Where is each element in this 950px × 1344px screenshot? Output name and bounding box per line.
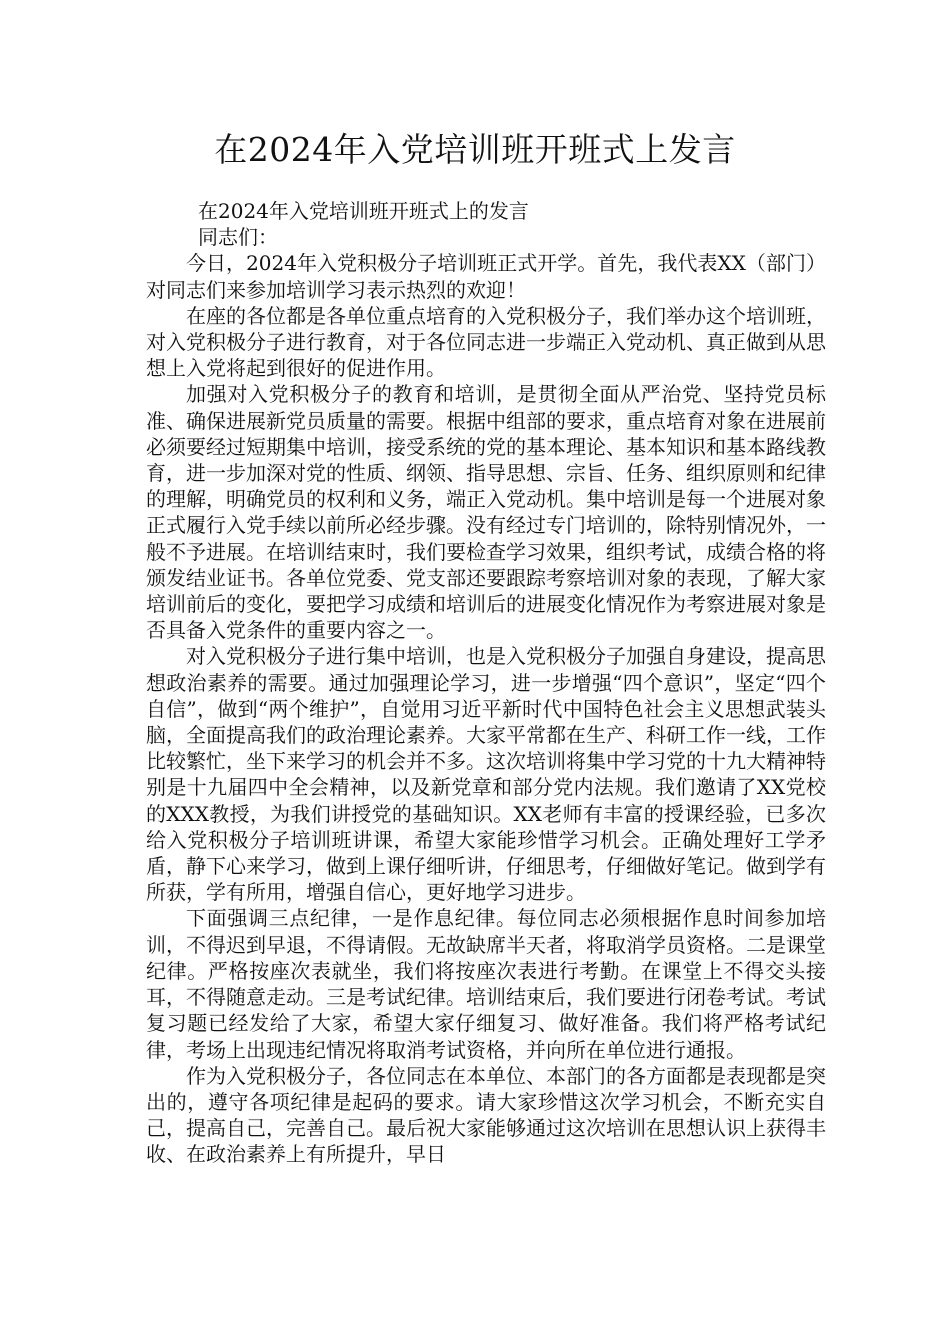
paragraph-training-requirements: 加强对入党积极分子的教育和培训，是贯彻全面从严治党、坚持党员标准、确保进展新党员质量的需要。根据中组部的要求，重点培育对象在进展前必须要经过短期集中培训，接受系统的党的基本理论、基本知识和基本路线教育，进一步加深对党的性质、纲领、指导思想、宗旨、任务、组织原则和纪律的理解，明确党员的权利和义务，端正入党动机。集中培训是每一个进展对象正式履行入党手续以前所必经步骤。没有经过专门培训的，除特别情况外，一般不予进展。在培训结束时，我们要检查学习效果，组织考试，成绩合格的将颁发结业证书。各单位党委、党支部还要跟踪考察培训对象的表现，了解大家培训前后的变化，要把学习成绩和培训后的进展变化情况作为考察进展对象是否具备入党条件的重要内容之一。 [146,382,826,643]
paragraph-welcome: 今日，2024年入党积极分子培训班正式开学。首先，我代表XX（部门）对同志们来参加培训学习表示热烈的欢迎！ [146,251,826,302]
speech-subtitle: 在2024年入党培训班开班式上的发言 [198,199,529,223]
paragraph-purpose: 在座的各位都是各单位重点培育的入党积极分子，我们举办这个培训班，对入党积极分子进行教育，对于各位同志进一步端正入党动机、真正做到从思想上入党将起到很好的促进作用。 [146,303,826,381]
document-body [146,198,826,1168]
paragraph-self-improvement: 对入党积极分子进行集中培训，也是入党积极分子加强自身建设，提高思想政治素养的需要。通过加强理论学习，进一步增强“四个意识”，坚定“四个自信”，做到“两个维护”，自觉用习近平新时代中国特色社会主义思想武装头脑，全面提高我们的政治理论素养。大家平常都在生产、科研工作一线，工作比较繁忙，坐下来学习的机会并不多。这次培训将集中学习党的十九大精神特别是十九届四中全会精神，以及新党章和部分党内法规。我们邀请了XX党校的XXX教授，为我们讲授党的基础知识。XX老师有丰富的授课经验，已多次给入党积极分子培训班讲课，希望大家能珍惜学习机会。正确处理好工学矛盾，静下心来学习，做到上课仔细听讲，仔细思考，仔细做好笔记。做到学有所获，学有所用，增强自信心，更好地学习进步。 [146,644,826,905]
paragraph-discipline: 下面强调三点纪律，一是作息纪律。每位同志必须根据作息时间参加培训，不得迟到早退，不得请假。无故缺席半天者，将取消学员资格。二是课堂纪律。严格按座次表就坐，我们将按座次表进行考勤。在课堂上不得交头接耳，不得随意走动。三是考试纪律。培训结束后，我们要进行闭卷考试。考试复习题已经发给了大家，希望大家仔细复习、做好准备。我们将严格考试纪律，考场上出现违纪情况将取消考试资格，并向所在单位进行通报。 [146,906,826,1062]
paragraph-closing: 作为入党积极分子，各位同志在本单位、本部门的各方面都是表现都是突出的，遵守各项纪律是起码的要求。请大家珍惜这次学习机会，不断充实自己，提高自己，完善自己。最后祝大家能够通过这次培训在思想认识上获得丰收、在政治素养上有所提升，早日 [146,1063,826,1167]
salutation: 同志们： [198,225,278,250]
document-title: 在2024年入党培训班开班式上发言 [214,130,736,169]
